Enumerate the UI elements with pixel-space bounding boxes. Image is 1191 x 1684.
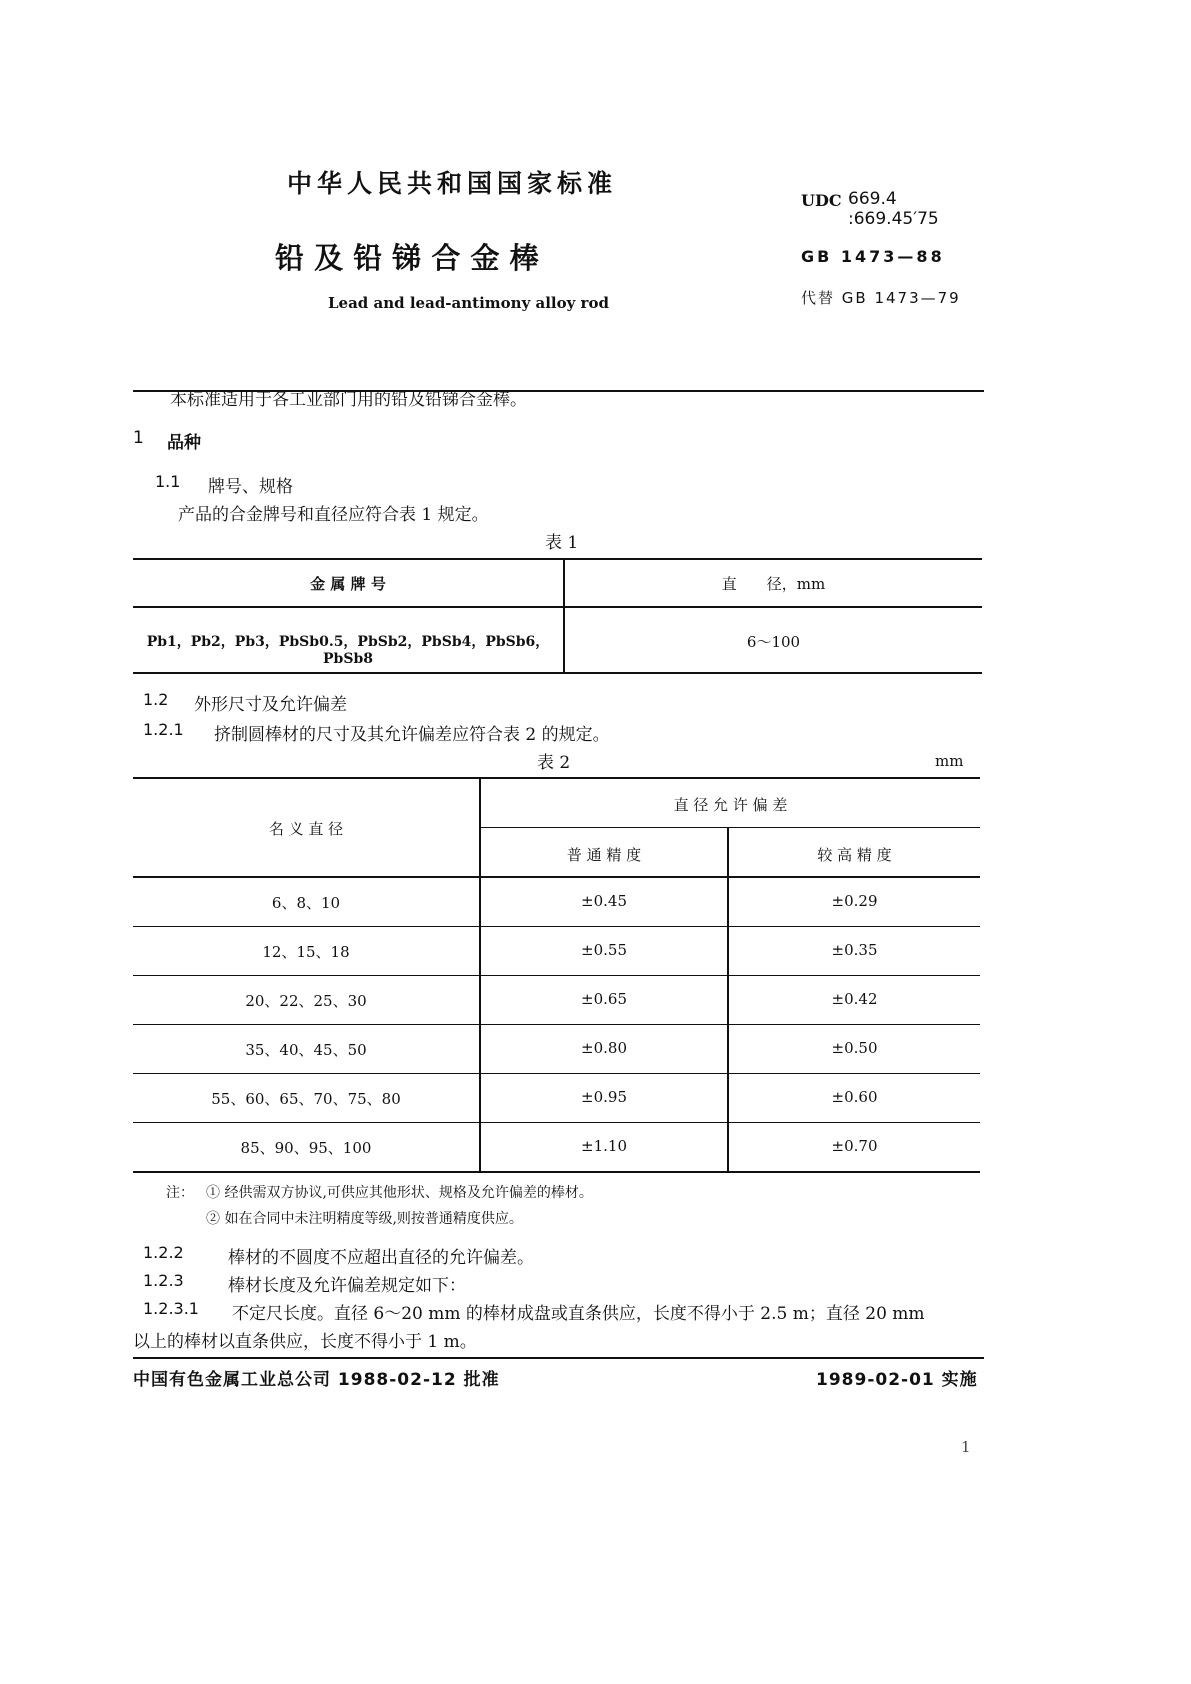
- gb-number: GB 1473—88: [801, 247, 945, 266]
- table-2-row-3-normal: ±0.65: [581, 990, 627, 1008]
- section-1-2-3-1-number: 1.2.3.1: [143, 1299, 199, 1318]
- section-1-number: 1: [133, 428, 144, 448]
- table-1-cell-grades: Pb1，Pb2，Pb3，PbSb0.5，PbSb2，PbSb4，PbSb6，PbSb8: [146, 634, 550, 667]
- table-2-row-6-normal: ±1.10: [581, 1137, 627, 1155]
- table-2-row-6-nominal: 85、90、95、100: [240, 1139, 372, 1157]
- section-1-2-3-number: 1.2.3: [143, 1271, 184, 1290]
- table-1-header-grade: 金 属 牌 号: [310, 575, 386, 593]
- intro-text: 本标准适用于各工业部门用的铅及铅锑合金棒。: [170, 390, 527, 410]
- section-1-2-3-1-text-continued: 以上的棒材以直条供应，长度不得小于 1 m。: [133, 1332, 477, 1352]
- table-2-row-1-high: ±0.29: [831, 892, 878, 910]
- section-1-title: 品种: [167, 433, 201, 453]
- table-2-header-high: 较 高 精 度: [817, 846, 892, 864]
- table-2-header-tolerance: 直 径 允 许 偏 差: [673, 796, 788, 814]
- table-2-row-3-high: ±0.42: [831, 990, 878, 1008]
- udc-value-1: 669.4: [848, 189, 897, 209]
- section-1-1-number: 1.1: [155, 472, 181, 491]
- table-2-row-5-high: ±0.60: [831, 1088, 878, 1106]
- table-2-caption: 表 2: [537, 753, 571, 773]
- section-1-2-2-number: 1.2.2: [143, 1243, 184, 1262]
- table-2-row-5-nominal: 55、60、65、70、75、80: [211, 1090, 401, 1108]
- document-title-cn: 铅 及 铅 锑 合 金 棒: [275, 241, 539, 275]
- document-title-en: Lead and lead-antimony alloy rod: [328, 294, 609, 312]
- table-2-unit: mm: [935, 752, 964, 770]
- national-standard-title: 中华人民共和国国家标准: [287, 169, 618, 198]
- section-1-1-text: 产品的合金牌号和直径应符合表 1 规定。: [178, 505, 489, 525]
- section-1-2-1-text: 挤制圆棒材的尺寸及其允许偏差应符合表 2 的规定。: [214, 725, 610, 745]
- section-1-2-3-text: 棒材长度及允许偏差规定如下：: [228, 1276, 466, 1296]
- section-1-2-3-1-text: 不定尺长度。直径 6～20 mm 的棒材成盘或直条供应，长度不得小于 2.5 m；直径 20 mm: [232, 1304, 925, 1324]
- table-2-row-5-normal: ±0.95: [581, 1088, 627, 1106]
- approval-line: 中国有色金属工业总公司 1988-02-12 批准: [133, 1370, 500, 1390]
- table-2-header-nominal: 名 义 直 径: [268, 820, 344, 838]
- table-1-header-diameter: 直 径，mm: [721, 575, 826, 593]
- table-2-row-4-nominal: 35、40、45、50: [245, 1041, 367, 1059]
- section-1-2-title: 外形尺寸及允许偏差: [194, 695, 347, 715]
- table-2-row-4-normal: ±0.80: [581, 1039, 627, 1057]
- note-label: 注：: [166, 1185, 194, 1201]
- table-2-row-2-high: ±0.35: [831, 941, 878, 959]
- note-2: ② 如在合同中未注明精度等级,则按普通精度供应。: [206, 1211, 523, 1227]
- section-1-2-1-number: 1.2.1: [143, 720, 184, 739]
- table-2-row-4-high: ±0.50: [831, 1039, 878, 1057]
- table-1-caption: 表 1: [545, 533, 579, 553]
- replaces-standard: 代替 GB 1473—79: [801, 289, 961, 307]
- effective-date-line: 1989-02-01 实施: [816, 1370, 978, 1390]
- table-2-row-3-nominal: 20、22、25、30: [245, 992, 367, 1010]
- table-2-row-6-high: ±0.70: [831, 1137, 878, 1155]
- note-1: ① 经供需双方协议,可供应其他形状、规格及允许偏差的棒材。: [206, 1185, 593, 1201]
- page-number: 1: [961, 1438, 971, 1456]
- table-2-row-2-nominal: 12、15、18: [262, 943, 350, 961]
- section-1-1-title: 牌号、规格: [208, 477, 293, 497]
- footer-divider: [133, 1357, 984, 1359]
- table-2-row-1-nominal: 6、8、10: [271, 894, 341, 912]
- udc-label: UDC: [801, 191, 842, 210]
- table-2-row-1-normal: ±0.45: [581, 892, 627, 910]
- table-2-row-2-normal: ±0.55: [581, 941, 627, 959]
- table-1-cell-range: 6～100: [746, 633, 801, 651]
- section-1-2-number: 1.2: [143, 690, 169, 709]
- udc-value-2: :669.45′75: [848, 209, 939, 229]
- table-2-header-normal: 普 通 精 度: [566, 846, 642, 864]
- section-1-2-2-text: 棒材的不圆度不应超出直径的允许偏差。: [228, 1248, 534, 1268]
